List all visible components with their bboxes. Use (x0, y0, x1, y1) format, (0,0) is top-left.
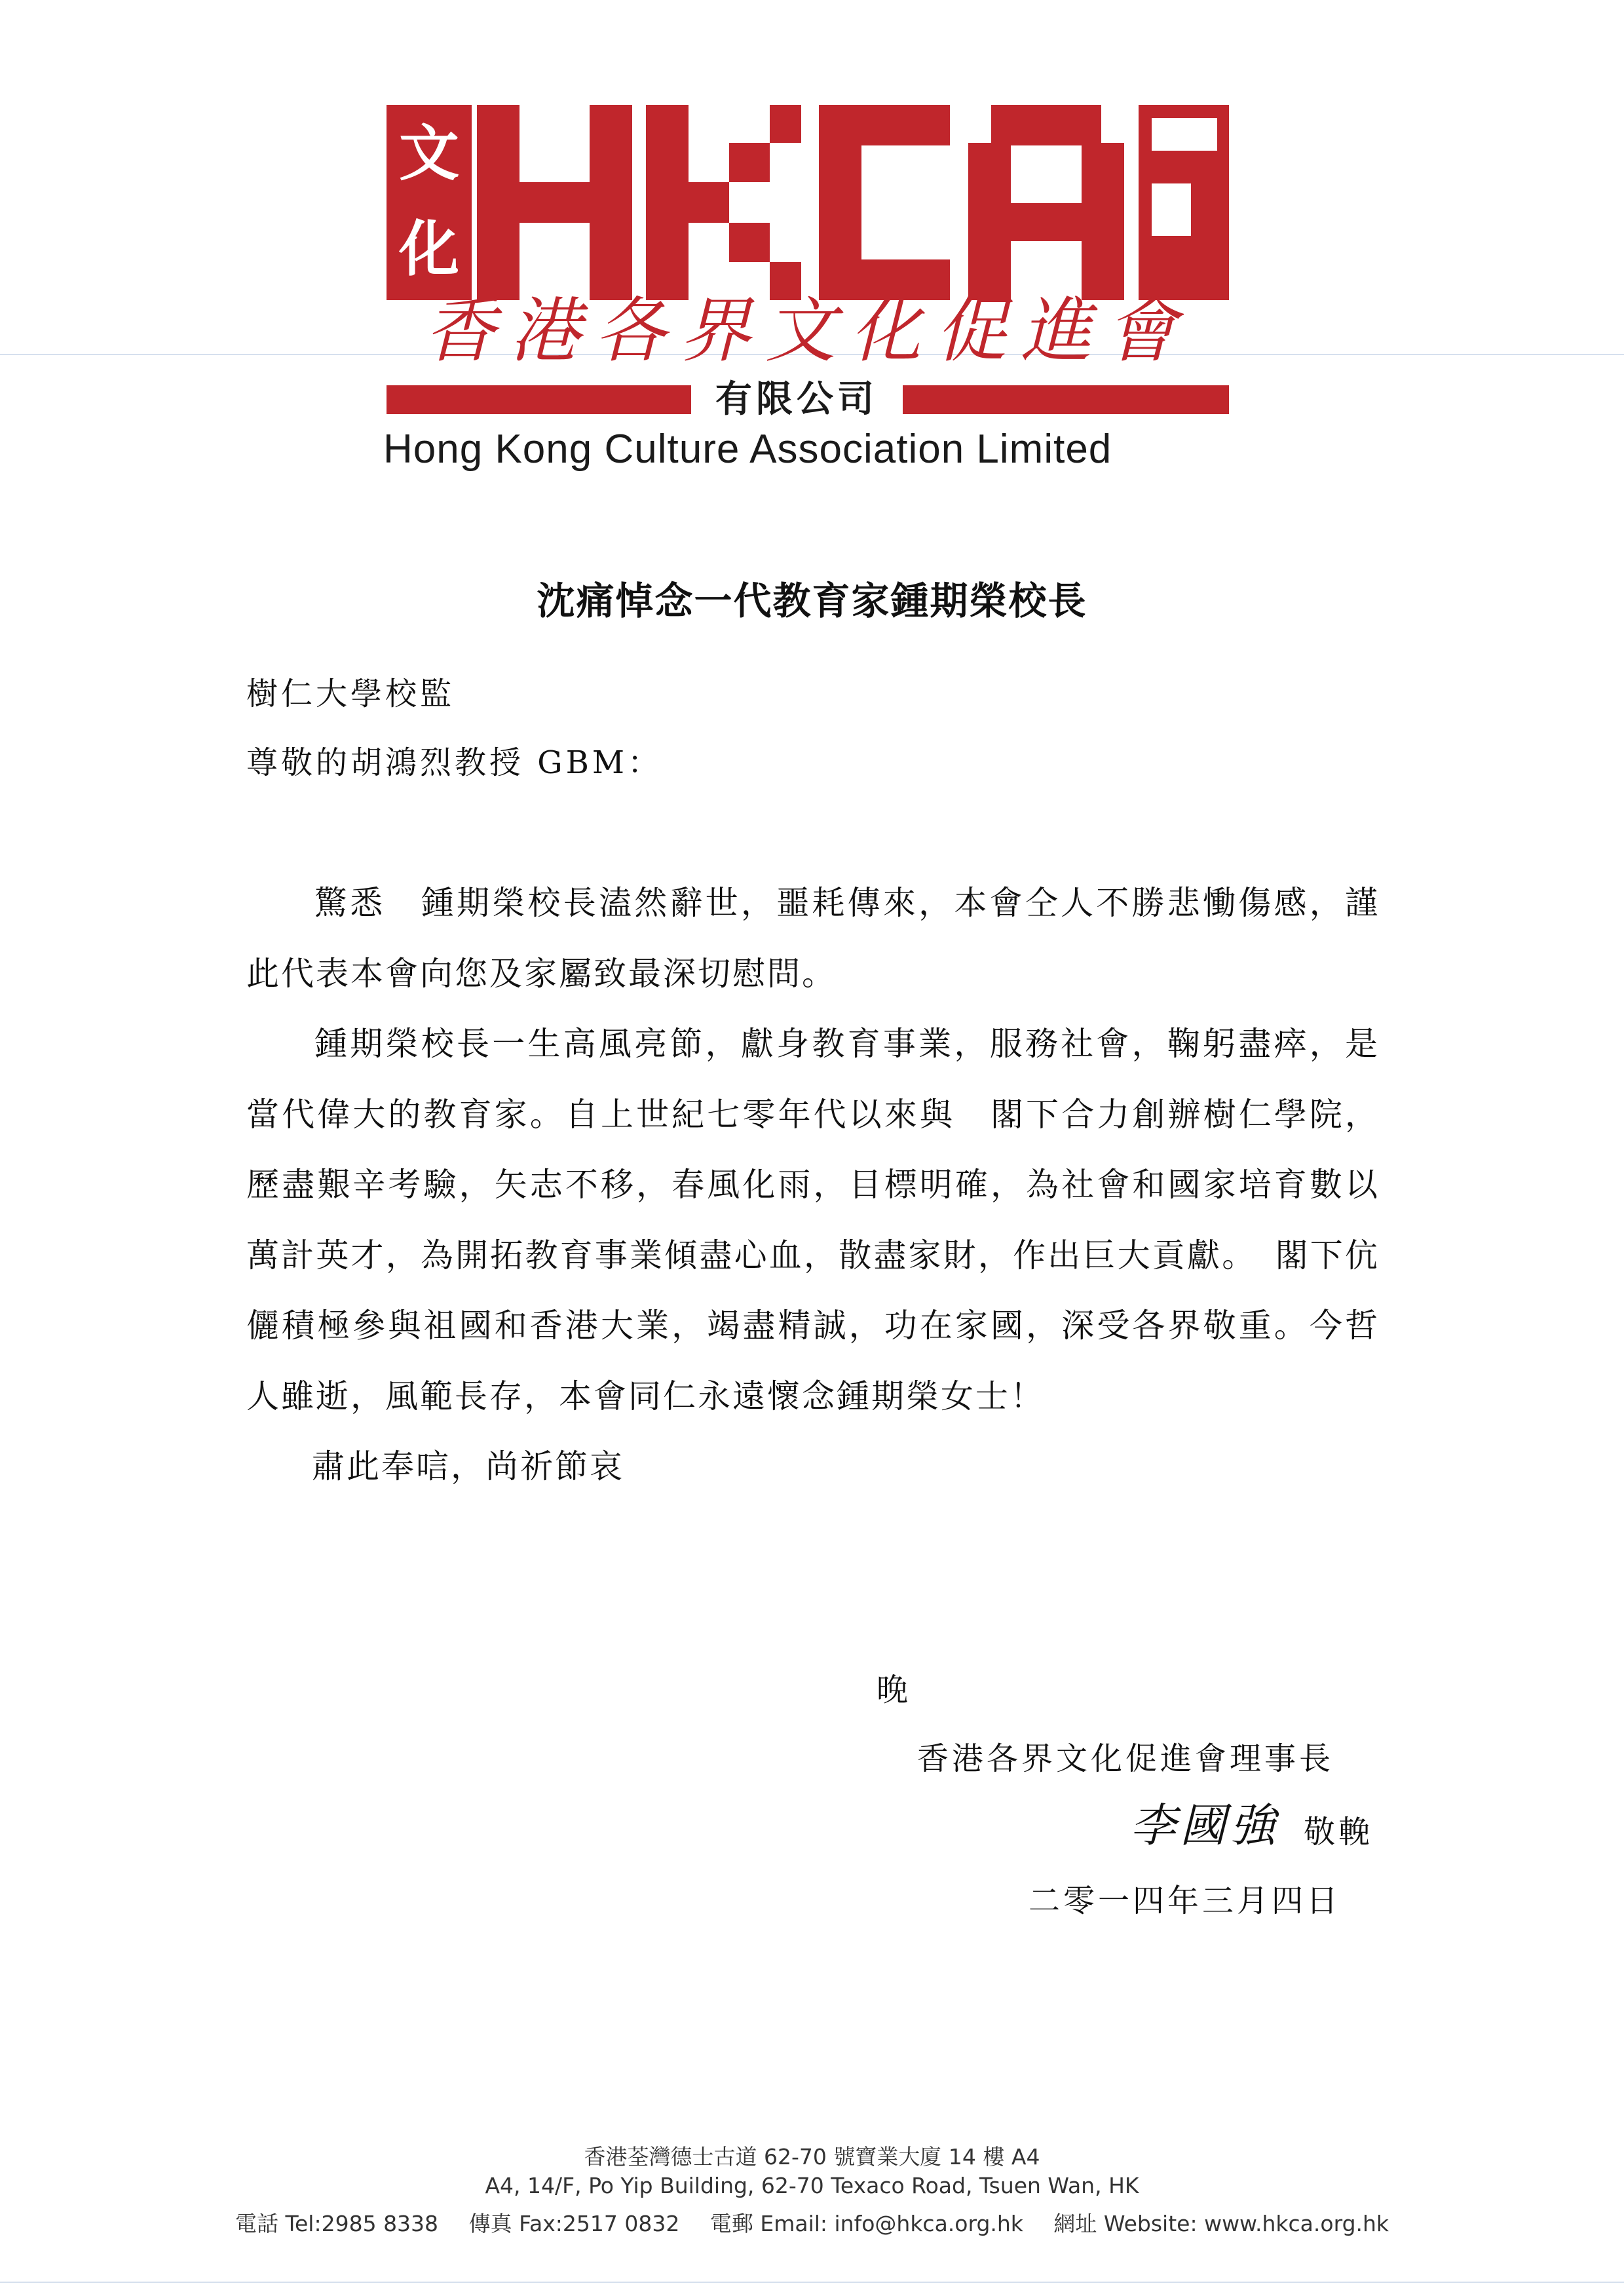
closing-wan: 晚 (877, 1672, 912, 1708)
org-name-zh: 香港各界文化促進會 (424, 290, 1192, 372)
email-label: 電郵 (709, 2211, 753, 2236)
logo-letter-h (477, 105, 632, 300)
fax-label: 傳真 (468, 2211, 512, 2236)
tel-label: 電話 (235, 2211, 278, 2236)
website-link[interactable]: Website: www.hkca.org.hk (1103, 2211, 1389, 2236)
letter-date: 二零一四年三月四日 (1029, 1883, 1342, 1919)
signer-signature: 李國強 (1130, 1799, 1279, 1852)
scan-line-bottom (0, 2282, 1624, 2283)
footer-address-en: A4, 14/F, Po Yip Building, 62-70 Texaco Road, Tsuen Wan, HK (485, 2173, 1139, 2198)
recipient-title: 樹仁大學校監 (246, 676, 455, 712)
body-paragraph: 肅此奉唁，尚祈節哀 (312, 1447, 624, 1485)
signer-title: 香港各界文化促進會理事長 (917, 1740, 1334, 1777)
body-paragraph: 驚悉 鍾期榮校長溘然辭世，噩耗傳來，本會仝人不勝悲慟傷感，謹此代表本會向您及家屬致最深切慰問。 (246, 884, 1380, 993)
email-address[interactable]: Email: info@hkca.org.hk (760, 2211, 1023, 2236)
org-name-en: Hong Kong Culture Association Limited (383, 427, 1112, 472)
salutation: 尊敬的胡鴻烈教授 GBM： (246, 744, 663, 781)
footer-contacts (0, 2207, 1624, 2238)
tel-number: Tel:2985 8338 (285, 2211, 439, 2236)
logo-mark-text-2: 化 (398, 214, 460, 284)
logo-bottom-bar-left (387, 385, 691, 414)
logo-letter-a (968, 105, 1124, 300)
logo-bottom-bar-right (903, 385, 1229, 414)
hkca-logo-graphic (385, 105, 1230, 426)
letter-body (246, 868, 1380, 1502)
body-paragraph: 鍾期榮校長一生高風亮節，獻身教育事業，服務社會，鞠躬盡瘁，是當代偉大的教育家。自上世紀七零年代以來與 閣下合力創辦樹仁學院，歷盡艱辛考驗，矢志不移，春風化雨，目標明確，為社會和國家培育數以萬計英才，為開拓教育事業傾盡心血，散盡家財，作出巨大貢獻。 閣下伉儷積極參與祖國和香港大業，竭盡精誠，功在家國，深受各界敬重。今哲人雖逝，風範長存，本會同仁永遠懷念鍾期榮女士！ (246, 1025, 1380, 1415)
logo-letter-k (646, 105, 801, 300)
fax-number: Fax:2517 0832 (519, 2211, 680, 2236)
letter-title: 沈痛悼念一代教育家鍾期榮校長 (537, 579, 1087, 623)
footer-address-zh: 香港荃灣德士古道 62-70 號寶業大廈 14 樓 A4 (584, 2144, 1040, 2170)
logo-mark-text: 文 (398, 119, 460, 189)
logo-letter-c (819, 105, 950, 300)
sign-off: 敬輓 (1304, 1814, 1374, 1850)
web-label: 網址 (1053, 2211, 1097, 2236)
org-suffix-zh: 有限公司 (715, 378, 878, 421)
hkca-logo (385, 105, 1230, 426)
